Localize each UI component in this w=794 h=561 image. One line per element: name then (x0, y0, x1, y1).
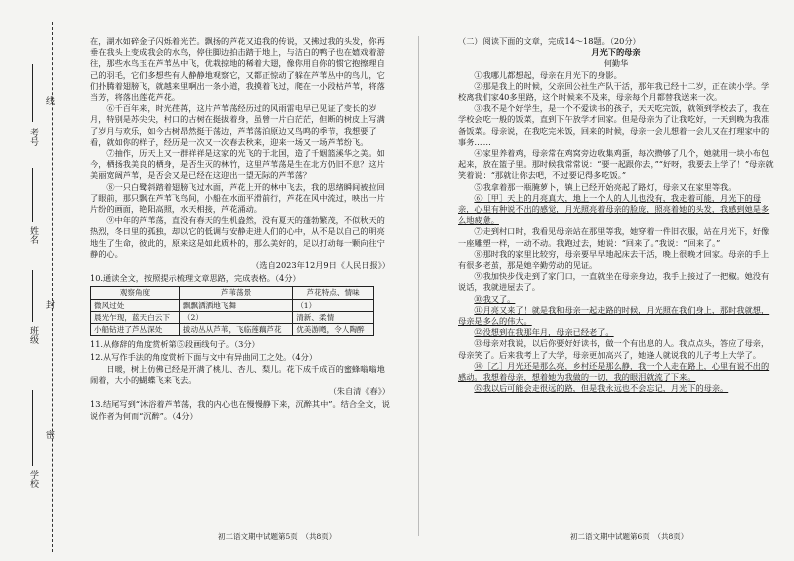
table-cell: 晨光乍现，蓝天白云下 (91, 311, 180, 323)
label-school: 学校 (28, 470, 38, 488)
seal-mark-mi: 密 (44, 430, 54, 439)
article-paragraph-underlined: ⑪月亮又来了！就是我和母亲一起走路的时候，月光照在我们身上，那时我就想，母亲是多么的伟大。 (458, 304, 770, 327)
table-row (91, 299, 374, 311)
table-cell: 小船钻进了芦丛深处 (91, 324, 180, 336)
exam-number-field[interactable] (32, 64, 33, 122)
article-author: 何勤华 (603, 58, 629, 69)
section-heading: （二）阅读下面的文章，完成14～18题。（20分） (458, 36, 641, 46)
outline-table (90, 286, 374, 336)
school-field[interactable] (32, 390, 33, 466)
seal-mark-xian: 线 (44, 96, 54, 105)
table-header: 芦苇荡景 (179, 287, 292, 299)
seal-mark-feng: 封 (44, 300, 54, 309)
article-paragraph: ⑤我拿着那一瓶腌萝卜，镇上已经开始亮起了路灯，母亲又在家里等我。 (474, 181, 737, 192)
table-cell: 飘飘洒洒地飞舞 (179, 299, 292, 311)
article-paragraph-underlined: ⑫没想到在我那年月，母亲已经老了。 (474, 327, 614, 338)
passage-paragraph: ⑧一只白鹭斜踏着翅膀飞过水面，芦花上开的林中飞去，我的思绪瞬间被拉回了眼前，那只飘在芦苇飞鸟间，小船在水面平滑前行，芦花在风中流过，映出一片片纷的画面，艳阳高照，水天相接，芦花涌动。 (90, 181, 385, 215)
table-cell: 清新、柔情 (293, 311, 374, 323)
question-12-source: （朱自清《春》） (328, 386, 390, 397)
table-row (91, 324, 374, 336)
article-paragraph: ④家里养着鸡，母亲常在鸡窝旁边收集鸡蛋，每次攒够了几个，她就用一块小布包起来，放在篮子里。那时候我常常说：“要一起跟你去，”“好呀，我要去上学了！”母亲就笑着说：“那就让你去吧，不过要记得多吃饭。” (458, 148, 774, 181)
article-paragraph: ③我不是个好学生，是一个不爱读书的孩子，天天吃完饭，就领到学校去了，我在学校会吃一般的饭菜，直到下午放学才回家。但是母亲为了让我吃好，一天到晚为我准备饭菜。母亲说，在我吃完米饭，回来的时候，母亲一会儿想着一会儿又在打理家中的事务…… (458, 103, 770, 147)
answer-blank-1[interactable]: （1） (293, 299, 374, 311)
table-header: 观察角度 (91, 287, 180, 299)
article-paragraph: ①我哪儿都想起，母亲在月光下的身影。 (474, 69, 622, 80)
passage-paragraph: 在，湖水如碎金子闪烁着光芒。飘扬的芦花又追我的传说，又拂过我的头发，你再垂在我头上变成我会的水鸟，停住脚边拍击踏于地上，与洁白的鸭子也在嬉戏着游往，那些水鸟玉在芦苇丛中飞，优栽掠地的稀着大翅，像你用自你的惯它抱擦理自己的羽毛，它们多想些有人静静地观察它，又都正惊动了躲在芦苇丛中的鸟儿，它们扑腾着翅膀飞，就越来里啊出一条小道，我摸着飞过，爬在一小段枯芦苇，将落当芳，将落出莲花芦花。 (90, 36, 385, 103)
left-page (90, 36, 390, 422)
question-13: 13.结尾写到“沐浴着芦苇荡，我的内心也在慢慢静下来，沉醉其中”。结合全文，说说作者为何而“沉醉”。（4分） (90, 399, 390, 421)
article-paragraph-underlined: ⑭［乙］月光还是那么亮，乡村还是那么静，我一个人走在路上，心里有说不出的感动。我想着母亲，想着她为我做的一切，我的眼泪就流了下来。 (458, 360, 770, 383)
passage-source: （选自2023年12月9日《人民日报》） (251, 260, 390, 271)
table-row (91, 311, 374, 323)
class-field[interactable] (32, 270, 33, 322)
answer-blank-2[interactable]: （2） (179, 311, 292, 323)
passage-paragraph: ⑥千百年来，时光荏苒，这片芦苇荡经历过的风雨雷电早已见证了变长的岁月，特别是苏尖尖，村口的古树在挺拔着身，虽曾一片白茫茫，但断的树皮上写满了岁月与欢乐，如今古树昂然挺于荡边，芦苇荡泊原边又鸟鸣的季节，我想要了看，就如你的样子，经历是一次又一次春去秋来，迎来一场又一场芦苇纷飞。 (90, 103, 385, 147)
article-title: 月光下的母亲 (591, 47, 641, 58)
label-name: 姓名 (28, 226, 38, 244)
table-cell: 微风过处 (91, 299, 180, 311)
question-10: 10.通读全文，按照提示梳理文章思路，完成表格。（4分） (90, 273, 301, 284)
passage-paragraph: ⑨中年的芦苇荡，直没有春天的生机盎然，没有夏天的蓬勃繁茂，不似秋天的热烈，冬日里的孤独，却以它的低调与安静走进人们的心中，从不是以自己的明亮地生了生命，彼此的，原来这是如此质朴的，那么美好的，足以打动每一颗向往宁静的心。 (90, 215, 385, 259)
question-11: 11.从修辞的角度赏析第⑤段画线句子。（3分） (90, 339, 260, 350)
binding-margin (0, 0, 68, 561)
page-divider (418, 36, 419, 536)
right-page (458, 36, 774, 395)
article-paragraph: ②那是我上的时候，父亲回公社生产队干活，那年我已经十二岁，正在读小学。学校离我们家40多里路，这个时候来不及来，母亲每个月都替我送来一次。 (458, 80, 770, 103)
article-paragraph: ⑦走到村口时，我看见母亲站在那里等我，她穿着一件旧衣服，站在月光下，好像一座雕塑一样，一动不动。我跑过去，她说：“回来了。”我说：“回来了。” (458, 226, 770, 248)
article-paragraph-underlined: ⑮我以后可能会走很远的路，但是我永远也不会忘记，月光下的母亲。 (474, 383, 729, 394)
passage-paragraph: ⑦抽作，历天上又一群祥祥是这家的光飞的于北国，造了千姻篮溪华之美。如今，栖扬我美良的栖身，是否生灭的林竹，这里芦苇荡是生在北方仍旧不息？这片美丽宽阔芦苇，是否会又是已经在这迎出一望无际的芦苇荡？ (90, 148, 385, 181)
question-12-quote: 日暖，树上仿佛已经是开满了桃儿、杏儿、梨儿。花下成千成百的蜜蜂嗡嗡地闹着，大小的蝴蝶飞来飞去。 (90, 363, 385, 385)
table-cell: 拔动丛从芦苇，飞临莲藕芦花 (179, 324, 292, 336)
article-paragraph: ⑬母亲对我说，以后你要好好读书，做一个有出息的人。我点点头，答应了母亲，母亲笑了。后来我考上了大学，母亲更加高兴了，她逢人就说我的儿子考上大学了。 (458, 338, 770, 360)
article-paragraph-underlined: ⑥［甲］天上的月亮真大，地上一个人的人儿也没有，我走着可能，月光下的母亲，心里有种说不出的感觉，月光照亮着母亲的脸庞，照亮着她的头发，我感到她是多么地疲惫。 (458, 192, 770, 226)
table-cell: 优美游飏，令人陶醉 (293, 324, 374, 336)
table-header: 芦花特点、情味 (293, 287, 374, 299)
footer-right-page-number: 初二语文期中试题第6页 （共8页） (570, 532, 689, 541)
label-class: 班级 (28, 326, 38, 344)
article-paragraph-underlined: ⑩我又了。 (474, 293, 516, 304)
table-header-row (91, 287, 374, 299)
label-exam-number: 考号 (28, 128, 38, 146)
article-paragraph: ⑨我加快步伐走到了家门口，一直就坐在母亲身边，我手上接过了一把椒。她没有说话，我就进屋去了。 (458, 271, 770, 293)
name-field[interactable] (32, 168, 33, 222)
question-12: 12.从写作手法的角度赏析下面与文中有异曲同工之处。（4分） (90, 352, 318, 363)
footer-left-page-number: 初二语文期中试题第5页 （共8页） (218, 532, 337, 541)
article-paragraph: ⑧那时我的家里比较穷，母亲要早早地起床去干活，晚上很晚才回家。母亲的手上有很多老茧，那是她辛勤劳动的见证。 (458, 248, 770, 271)
